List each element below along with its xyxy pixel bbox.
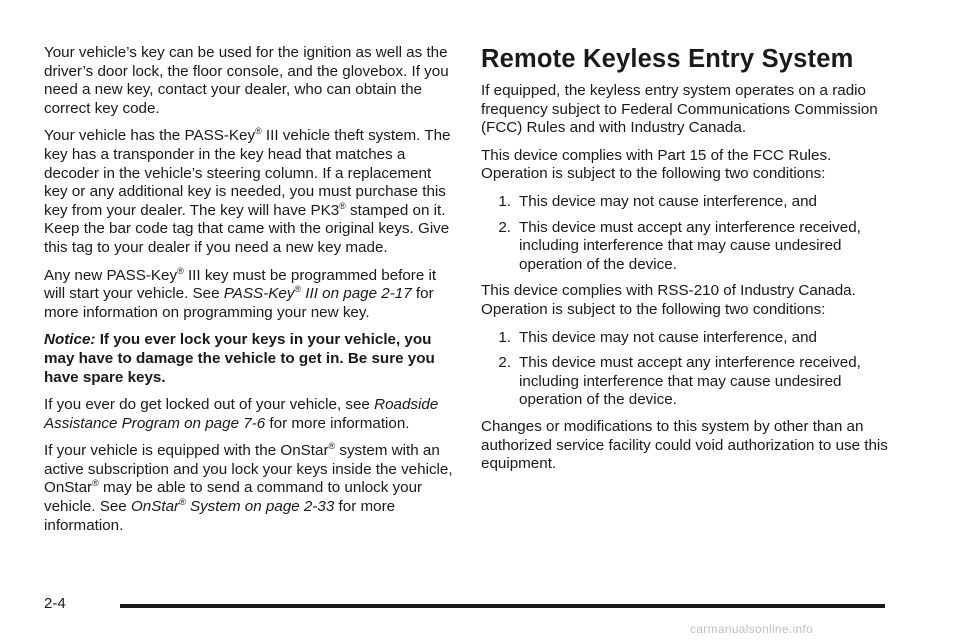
fcc-paragraph: This device complies with Part 15 of the FCC Rules. Operation is subject to the following two conditions:: [481, 146, 832, 183]
onstar-paragraph: If your vehicle is equipped with the OnStar® system with an active subscription and you lock your keys inside the vehicle, OnStar® may be able to send a command to unlock your vehicle. See OnStar® System on page 2-33 for more information.: [44, 441, 453, 534]
onstar-reference-link[interactable]: OnStar® System on page 2-33: [130, 497, 335, 516]
locked-out-paragraph: If you ever do get locked out of your vehicle, see Roadside Assistance Program on page 7-6 for more information.: [44, 396, 439, 432]
left-column: [44, 44, 456, 544]
footer-divider: [120, 604, 885, 608]
list-item: 2. This device must accept any interference received, including interference that may cause undesired operation of the device.: [498, 218, 861, 273]
fcc-conditions-list: [481, 193, 901, 274]
list-item: 1. This device may not cause interference, and: [498, 192, 818, 210]
roadside-assistance-reference-link[interactable]: Roadside Assistance Program on page 7-6: [44, 396, 439, 432]
keyless-intro-paragraph: If equipped, the keyless entry system operates on a radio frequency subject to Federal Communications Commission (FCC) Rules and with Industry Canada.: [481, 82, 878, 137]
key-usage-paragraph: Your vehicle’s key can be used for the ignition as well as the driver’s door lock, the floor console, and the glovebox. If you need a new key, contact your dealer, who can obtain the correct key code.: [44, 44, 449, 117]
right-column: [481, 44, 901, 483]
pass-key-reference-link[interactable]: PASS-Key® III on page 2-17: [223, 284, 412, 303]
list-item: 2. This device must accept any interference received, including interference that may cause undesired operation of the device.: [498, 354, 861, 409]
programming-paragraph: Any new PASS-Key® III key must be programmed before it will start your vehicle. See PASS-Key® III on page 2-17 for more information on programming your new key.: [44, 265, 437, 321]
watermark: carmanualsonline.info: [690, 622, 814, 636]
notice-paragraph: [44, 331, 456, 387]
page-number: 2-4: [44, 595, 66, 612]
modifications-paragraph: Changes or modifications to this system by other than an authorized service facility could void authorization to use this equipment.: [481, 417, 888, 473]
pass-key-paragraph: Your vehicle has the PASS-Key® III vehicle theft system. The key has a transponder in the key head that matches a decoder in the vehicle’s steering column. If a replacement key or any additional key is needed, you must purchase this key from your dealer. The key will have PK3® stamped on it. Keep the bar code tag that came with the original keys. Give this tag to your dealer if you need a new key made.: [44, 126, 451, 256]
list-item: 1. This device may not cause interference, and: [498, 328, 818, 346]
section-heading: Remote Keyless Entry System: [481, 45, 854, 73]
rss-conditions-list: [481, 329, 901, 410]
rss-paragraph: This device complies with RSS-210 of Industry Canada. Operation is subject to the following two conditions:: [481, 282, 856, 318]
notice-label: Notice:: [44, 331, 96, 349]
notice-text: If you ever lock your keys in your vehicle, you may have to damage the vehicle to get in. Be sure you have spare keys.: [44, 331, 435, 386]
